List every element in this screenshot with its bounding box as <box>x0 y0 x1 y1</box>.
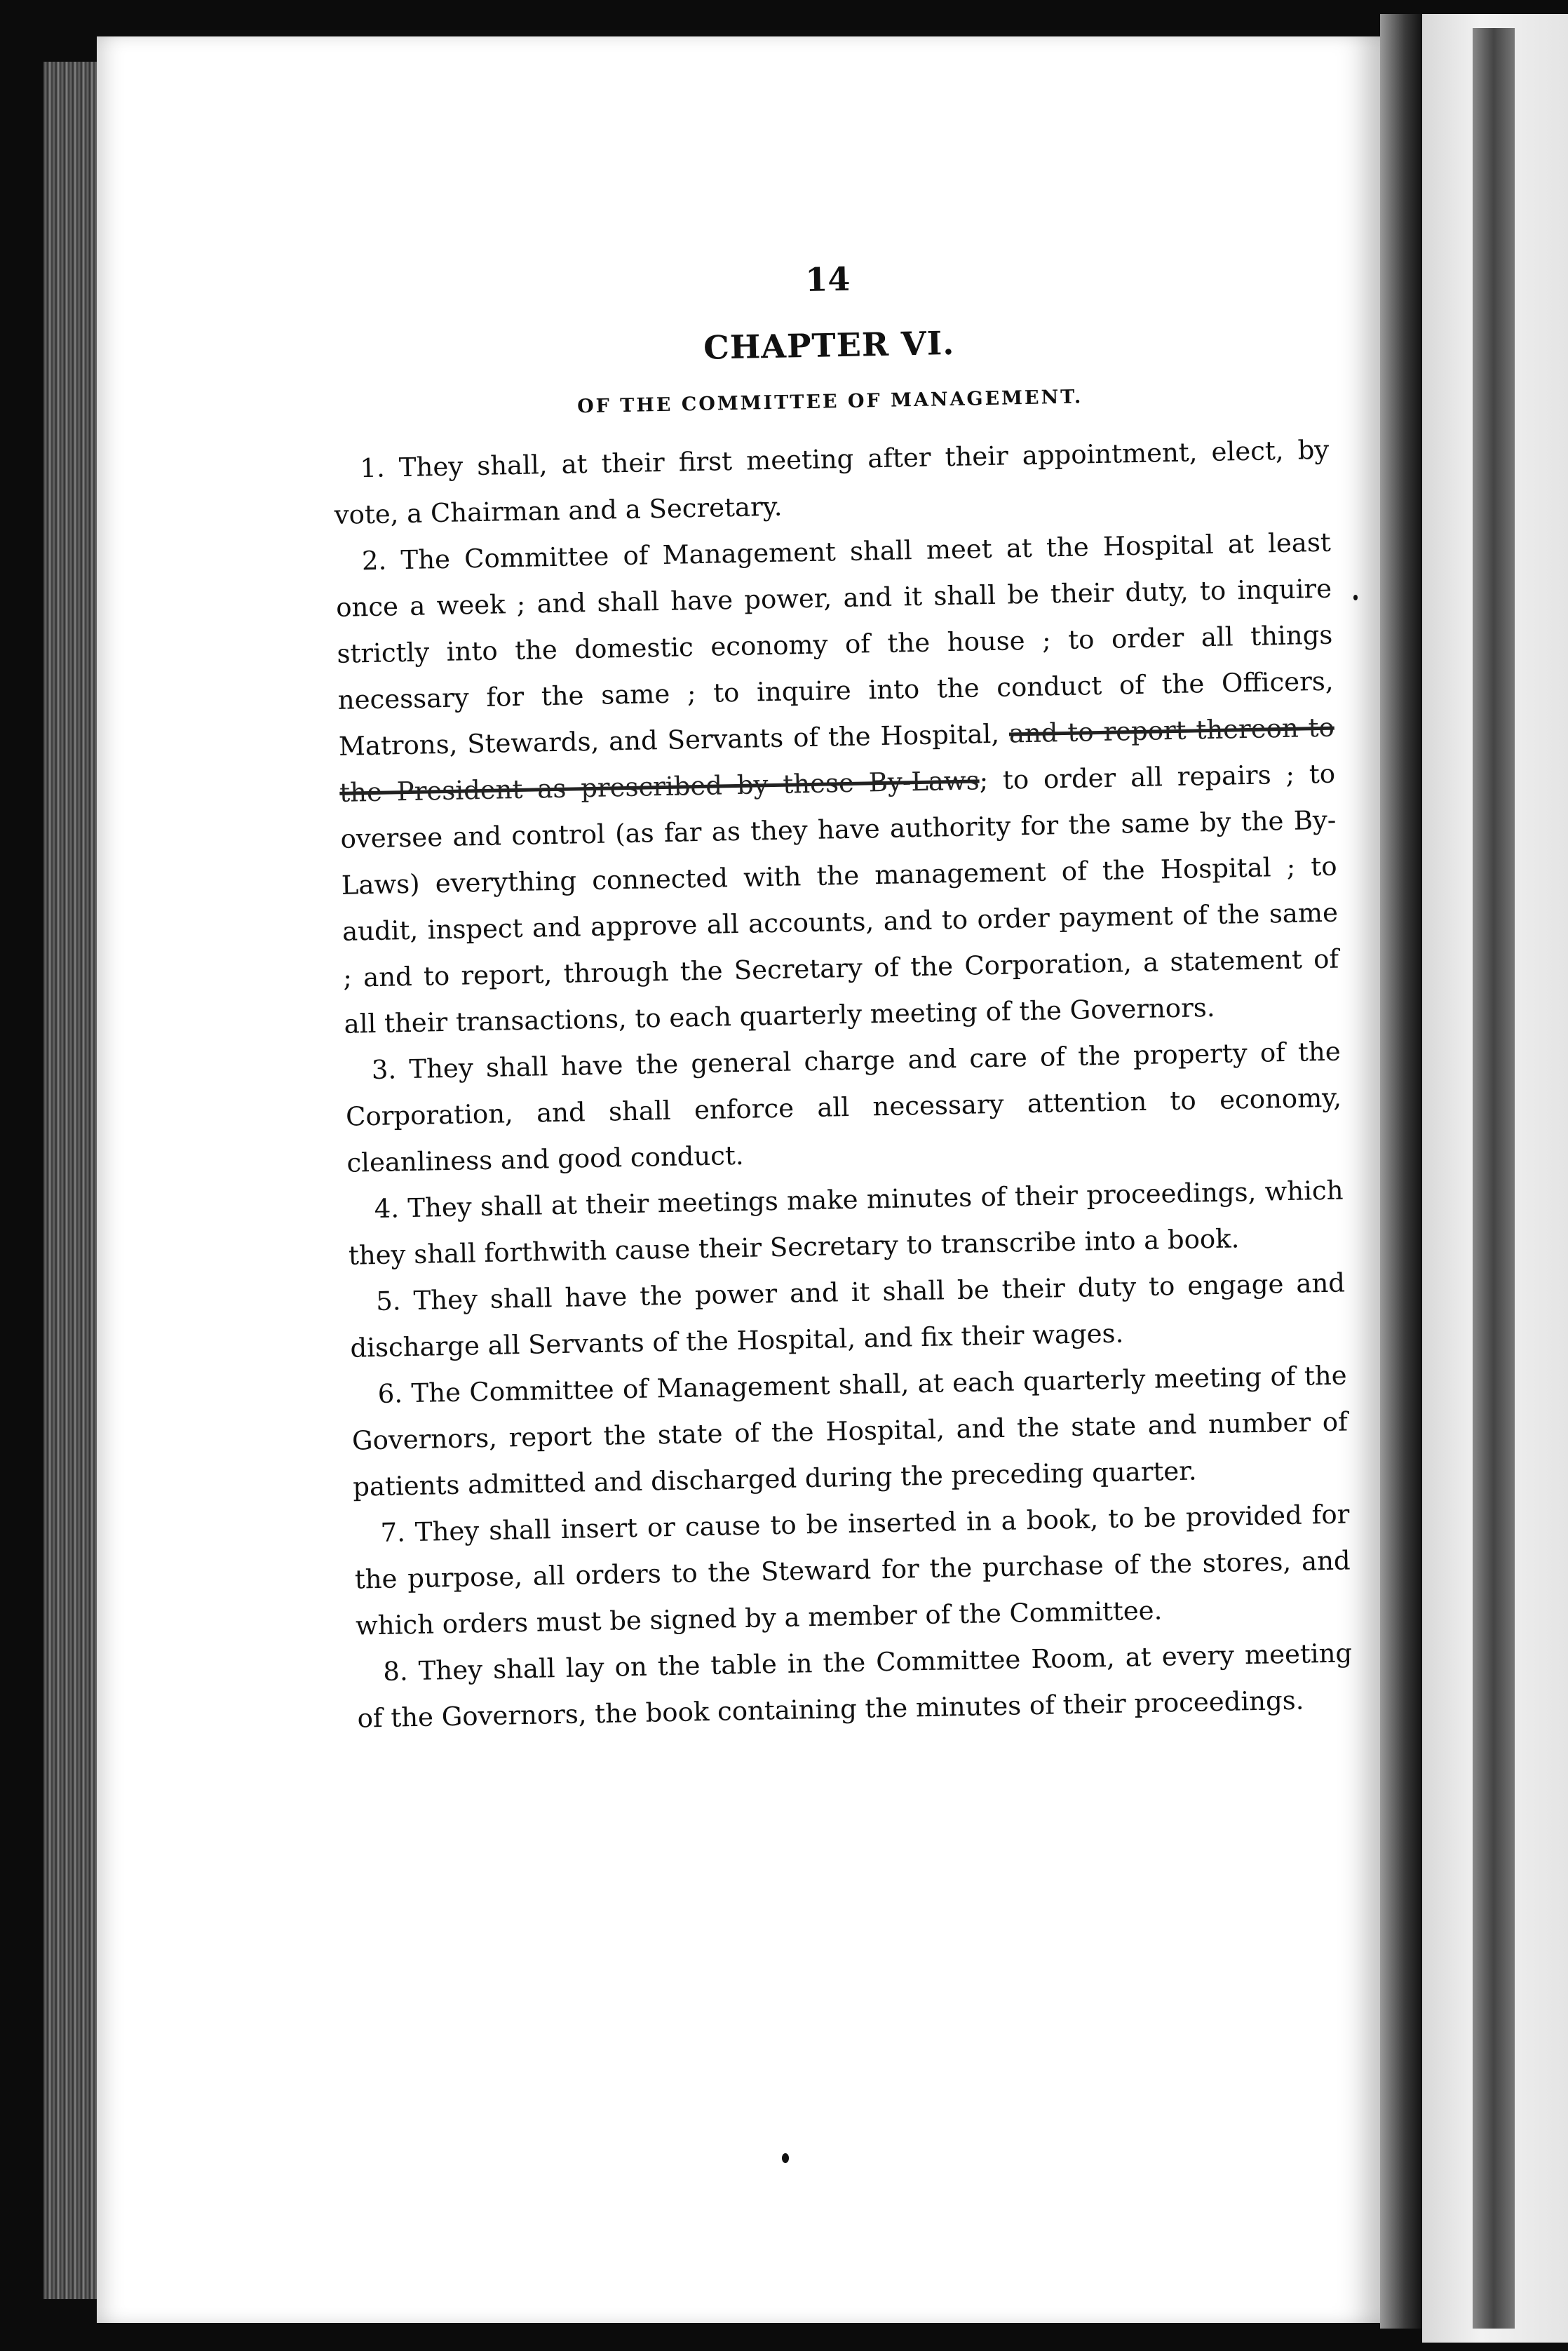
clause-7: 7. They shall insert or cause to be inserted in a book, to be provided for the purpose, all orders to the Steward for the purchase of the stores, and which orders must be signed by a member of the Committee. <box>354 1499 1351 1641</box>
chapter-title: CHAPTER VI. <box>703 323 955 367</box>
clause-4: 4. They shall at their meetings make minutes of their proceedings, which they shall forthwith cause their Secretary to transcribe into a book. <box>348 1175 1344 1271</box>
clause-1: 1. They shall, at their first meeting after their appointment, elect, by vote, a Chairman and a Secretary. <box>334 434 1330 530</box>
clause-6: 6. The Committee of Management shall, at each quarterly meeting of the Governors, report the state of the Hospital, and the state and number of patients admitted and discharged during the preceding quarter. <box>351 1360 1349 1502</box>
section-title: OF THE COMMITTEE OF MANAGEMENT. <box>576 386 1083 418</box>
page-stack-edge <box>43 62 105 2299</box>
binding-shadow <box>1380 14 1422 2329</box>
page-content <box>330 251 1353 1742</box>
facing-page-shadow <box>1473 28 1515 2329</box>
clause-2 <box>334 520 1340 1048</box>
struck-through-text: and to report thereon to the President as prescribed by these By-Laws <box>339 712 1335 808</box>
clause-2-text: 2. The Committee of Management shall meet at the Hospital at least once a week ; and shall have power, and it shall be their duty, to inquire strictly into the domestic economy of the house ; to order all things necessary for the same ; to inquire into the conduct of the Officers, Matrons, Stewards, and Servants of the Hospital, <box>335 527 1334 762</box>
clause-5: 5. They shall have the power and it shall be their duty to engage and discharge all Servants of the Hospital, and fix their wages. <box>350 1267 1346 1363</box>
clause-2-text-continued: ; to order all repairs ; to oversee and control (as far as they have authority for the same by the By-Laws) everything connected with the management of the Hospital ; to audit, inspect and approve all accounts, and to order payment of the same ; and to report, through the Secretary of the Corporation, a statement of all their transactions, to each quarterly meeting of the Governors. <box>340 758 1339 1039</box>
margin-speck <box>1353 595 1358 600</box>
clause-8: 8. They shall lay on the table in the Committee Room, at every meeting of the Governors, the book containing the minutes of their proceedings. <box>357 1638 1353 1734</box>
page-number: 14 <box>804 260 851 299</box>
ink-dot-mark <box>782 2153 789 2163</box>
clause-3: 3. They shall have the general charge and care of the property of the Corporation, and shall enforce all necessary attention to economy, cleanliness and good conduct. <box>345 1036 1342 1178</box>
